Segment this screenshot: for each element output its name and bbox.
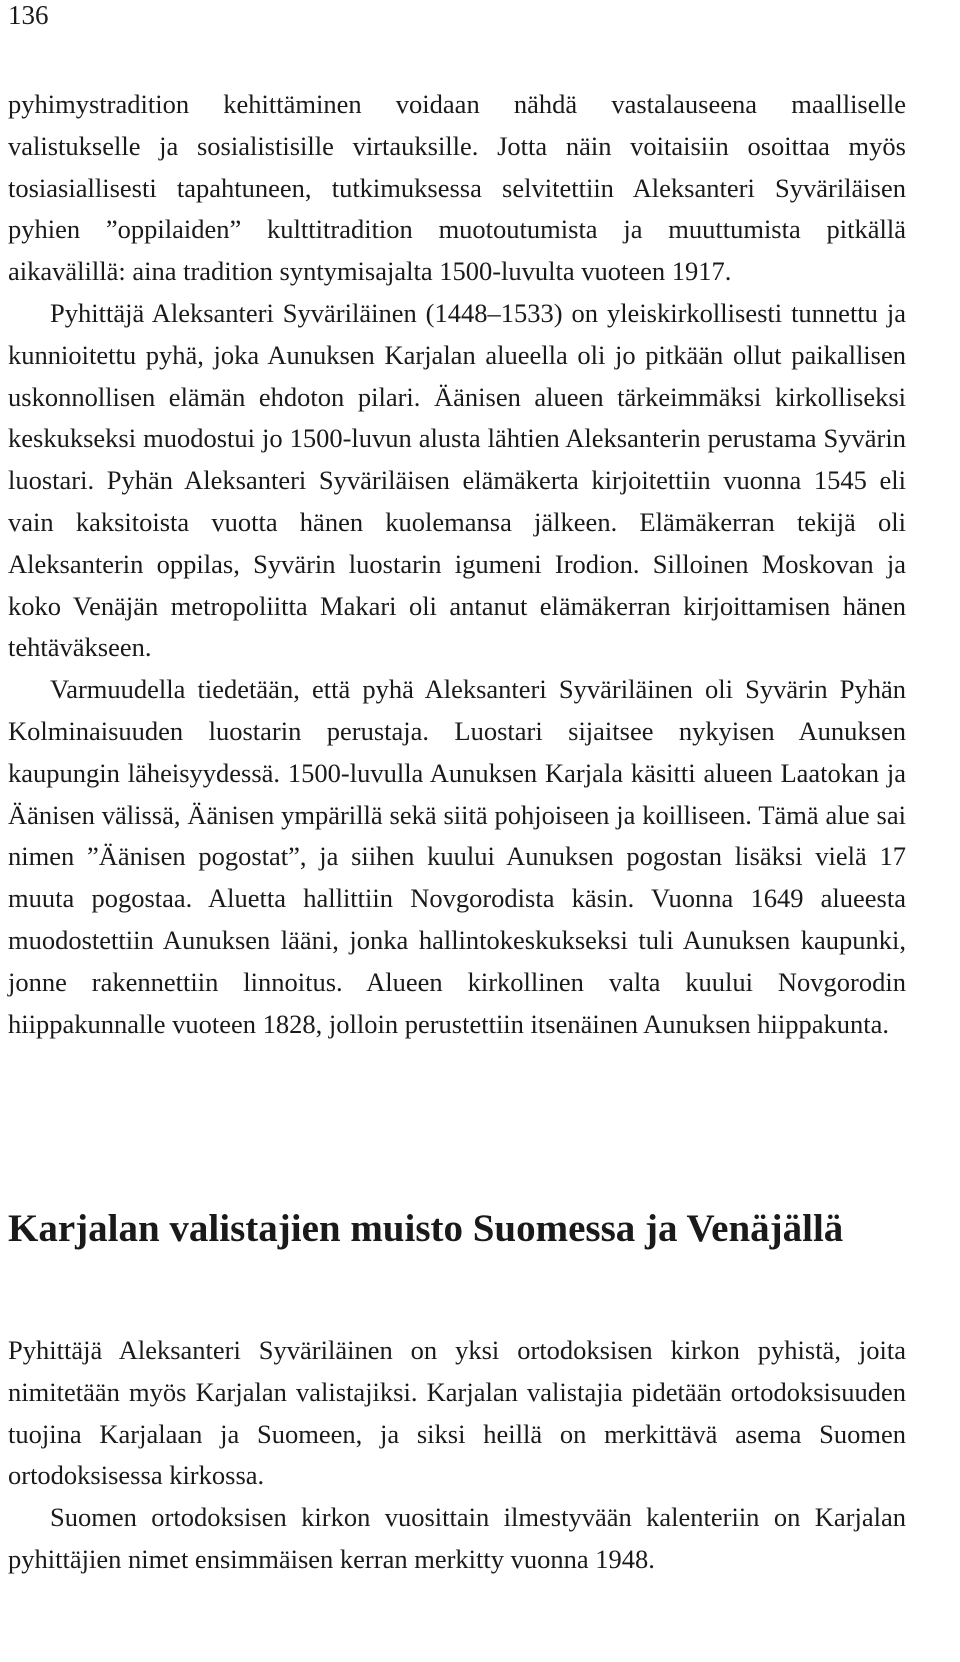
section-paragraph-1: Pyhittäjä Aleksanteri Syväriläinen on yksi ortodoksisen kirkon pyhistä, joita nimitetään myös Karjalan valistajiksi. Karjalan valistajia pidetään ortodoksisuuden tuojina Karjalaan ja Suomeen, ja siksi heillä on merkittävä asema Suomen ortodoksisessa kirkossa. [8,1335,906,1491]
section-heading: Karjalan valistajien muisto Suomessa ja Venäjällä [8,1207,844,1250]
paragraph-3: Varmuudella tiedetään, että pyhä Aleksanteri Syväriläinen oli Syvärin Pyhän Kolminaisuuden luostarin perustaja. Luostari sijaitsee nykyisen Aunuksen kaupungin läheisyydessä. 1500-luvulla Aunuksen Karjala käsitti alueen Laatokan ja Äänisen välissä, Äänisen ympärillä sekä siitä pohjoiseen ja koilliseen. Tämä alue sai nimen ”Äänisen pogostat”, ja siihen kuului Aunuksen pogostan lisäksi vielä 17 muuta pogostaa. Aluetta hallittiin Novgorodista käsin. Vuonna 1649 alueesta muodostettiin Aunuksen lääni, jonka hallintokeskukseksi tuli Aunuksen kaupunki, jonne rakennettiin linnoitus. Alueen kirkollinen valta kuului Novgorodin hiippakunnalle vuoteen 1828, jolloin perustettiin itsenäinen Aunuksen hiippakunta. [8,674,906,1039]
body-text [8,84,906,1045]
section-paragraph-2: Suomen ortodoksisen kirkon vuosittain ilmestyvään kalenteriin on Karjalan pyhittäjien nimet ensimmäisen kerran merkitty vuonna 1948. [8,1502,906,1574]
page-number: 136 [8,0,49,30]
paragraph-1: pyhimystradition kehittäminen voidaan nähdä vastalauseena maalliselle valistukselle ja sosialistisille virtauksille. Jotta näin voitaisiin osoittaa myös tosiasiallisesti tapahtuneen, tutkimuksessa selvitettiin Aleksanteri Syväriläisen pyhien ”oppilaiden” kulttitradition muotoutumista ja muuttumista pitkällä aikavälillä: aina tradition syntymisajalta 1500-luvulta vuoteen 1917. [8,89,906,287]
paragraph-2: Pyhittäjä Aleksanteri Syväriläinen (1448–1533) on yleiskirkollisesti tunnettu ja kunnioitettu pyhä, joka Aunuksen Karjalan alueella oli jo pitkään ollut paikallisen uskonnollisen elämän ehdoton pilari. Äänisen alueen tärkeimmäksi kirkolliseksi keskukseksi muodostui jo 1500-luvun alusta lähtien Aleksanterin perustama Syvärin luostari. Pyhän Aleksanteri Syväriläisen elämäkerta kirjoitettiin vuonna 1545 eli vain kaksitoista vuotta hänen kuolemansa jälkeen. Elämäkerran tekijä oli Aleksanterin oppilas, Syvärin luostarin igumeni Irodion. Silloinen Moskovan ja koko Venäjän metropoliitta Makari oli antanut elämäkerran kirjoittamisen hänen tehtäväkseen. [8,297,906,663]
section-body-text [8,1330,906,1581]
